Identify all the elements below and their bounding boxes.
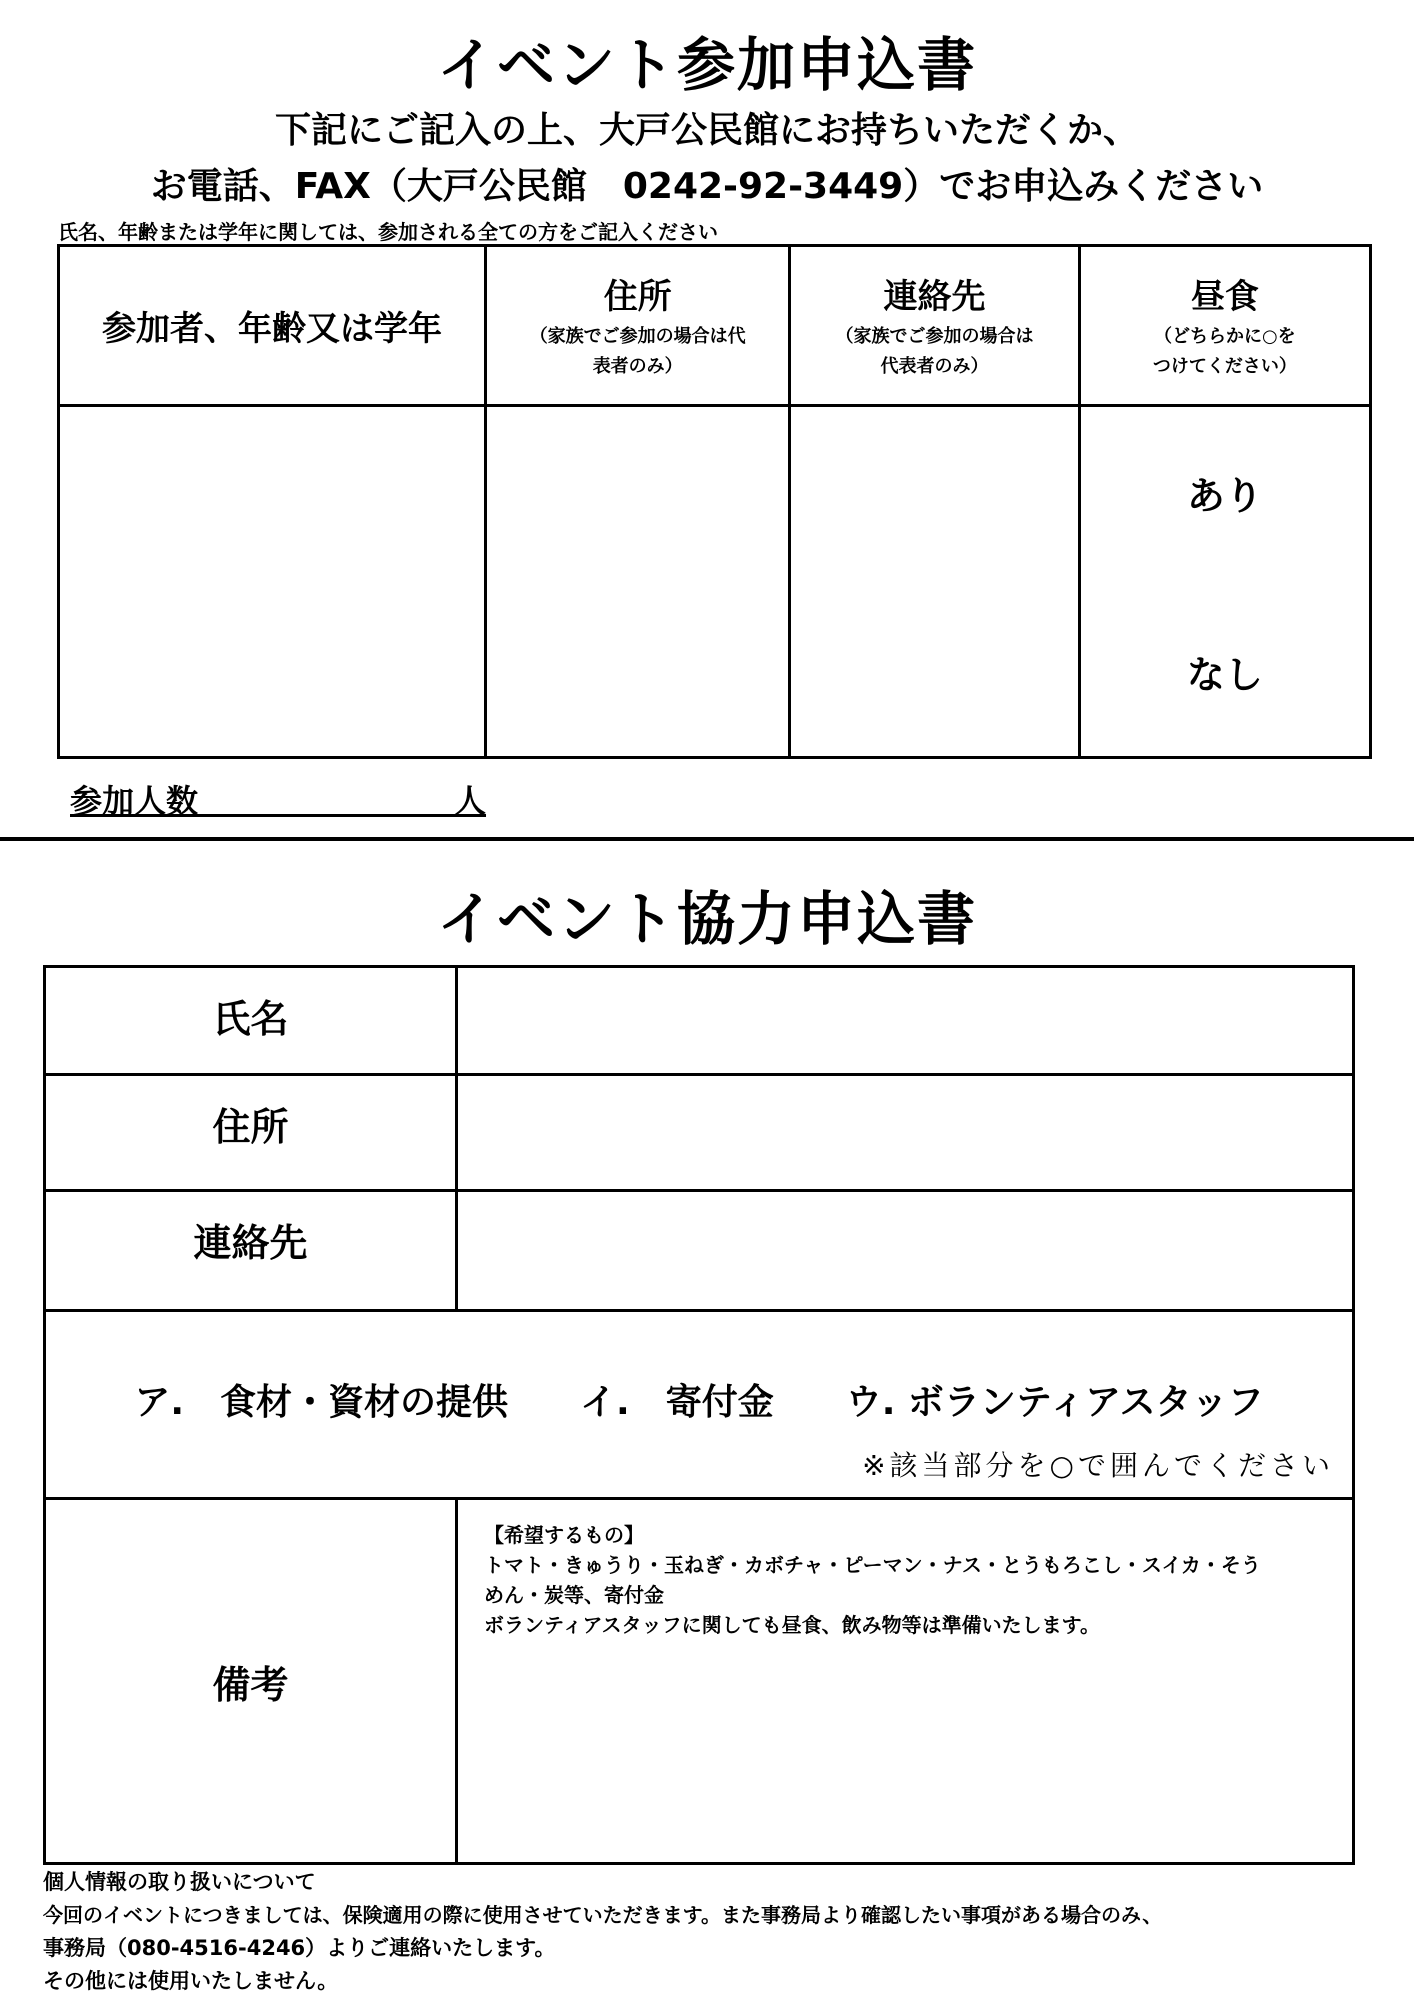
address-header bbox=[486, 246, 790, 406]
name-entry-cell[interactable] bbox=[457, 967, 1354, 1075]
contact-header bbox=[790, 246, 1079, 406]
privacy-line-1: 今回のイベントにつきましては、保険適用の際に使用させていただきます。また事務局より確認したい事項がある場合のみ、 bbox=[43, 1903, 1163, 1927]
participant-note: 氏名、年齢または学年に関しては、参加される全ての方をご記入ください bbox=[58, 220, 718, 244]
contact-header-sub-line-2: 代表者のみ） bbox=[880, 356, 989, 377]
section-divider bbox=[0, 837, 1414, 841]
address-header-label: 住所 bbox=[603, 277, 672, 317]
participation-header-row bbox=[59, 246, 1371, 406]
name-row bbox=[45, 967, 1354, 1075]
address-header-sub-line-1: （家族でご参加の場合は代 bbox=[529, 326, 746, 347]
cooperation-table bbox=[43, 965, 1355, 1865]
lunch-header-sub-line-1: （どちらかに○を bbox=[1153, 326, 1296, 347]
contact-header-sub-line-1: （家族でご参加の場合は bbox=[835, 326, 1034, 347]
instruction-line-2: お電話、FAX（大戸公民館 0242-92-3449）でお申込みください bbox=[150, 166, 1264, 207]
remarks-line-2: めん・炭等、寄付金 bbox=[484, 1583, 665, 1607]
circle-instruction: ※該当部分を○で囲んでください bbox=[862, 1449, 1334, 1482]
contact-row bbox=[45, 1191, 1354, 1311]
lunch-option-yes[interactable]: あり bbox=[1186, 473, 1263, 518]
name-label: 氏名 bbox=[45, 967, 457, 1075]
remarks-label: 備考 bbox=[45, 1499, 457, 1864]
remarks-line-1: トマト・きゅうり・玉ねぎ・カボチャ・ピーマン・ナス・とうもろこし・スイカ・そう bbox=[484, 1553, 1261, 1577]
participation-table bbox=[57, 244, 1372, 759]
participation-form-title: イベント参加申込書 bbox=[436, 31, 977, 99]
address-entry-cell[interactable] bbox=[486, 406, 790, 758]
address-label: 住所 bbox=[45, 1075, 457, 1191]
address-entry[interactable] bbox=[457, 1075, 1354, 1191]
contact-entry[interactable] bbox=[457, 1191, 1354, 1311]
cooperation-form-title: イベント協力申込書 bbox=[436, 885, 977, 953]
address-header-sub bbox=[487, 322, 788, 382]
contact-header-sub bbox=[791, 322, 1077, 382]
lunch-choice-cell bbox=[1079, 406, 1370, 758]
address-header-sub-line-2: 表者のみ） bbox=[592, 356, 683, 377]
address-row bbox=[45, 1075, 1354, 1191]
privacy-heading: 個人情報の取り扱いについて bbox=[43, 1870, 316, 1894]
contact-header-label: 連絡先 bbox=[883, 277, 986, 317]
lunch-header-label: 昼食 bbox=[1190, 277, 1259, 317]
privacy-notice bbox=[43, 1866, 1373, 1998]
remarks-line-3: ボランティアスタッフに関しても昼食、飲み物等は準備いたします。 bbox=[484, 1613, 1101, 1637]
remarks-heading: 【希望するもの】 bbox=[484, 1523, 645, 1547]
lunch-header bbox=[1079, 246, 1370, 406]
participant-header-label: 参加者、年齢又は学年 bbox=[102, 309, 443, 349]
lunch-option-no[interactable]: なし bbox=[1186, 652, 1263, 697]
lunch-header-sub bbox=[1081, 322, 1369, 382]
cooperation-options-cell bbox=[45, 1311, 1354, 1499]
participant-count-field[interactable]: 参加人数 人 bbox=[70, 782, 487, 820]
participant-entry-cell[interactable] bbox=[59, 406, 486, 758]
remarks-content[interactable] bbox=[457, 1499, 1354, 1864]
instruction-line-1: 下記にご記入の上、大戸公民館にお持ちいただくか、 bbox=[274, 110, 1139, 151]
participation-entry-row bbox=[59, 406, 1371, 758]
cooperation-options[interactable]: ア. 食材・資材の提供 イ. 寄付金 ウ. ボランティアスタッフ bbox=[134, 1382, 1264, 1423]
privacy-line-2: 事務局（080-4516-4246）よりご連絡いたします。 bbox=[43, 1936, 556, 1960]
contact-entry-cell[interactable] bbox=[790, 406, 1079, 758]
lunch-header-sub-line-2: つけてください） bbox=[1152, 356, 1297, 377]
participant-header bbox=[59, 246, 486, 406]
contact-label: 連絡先 bbox=[45, 1191, 457, 1311]
remarks-row bbox=[45, 1499, 1354, 1864]
options-row bbox=[45, 1311, 1354, 1499]
privacy-line-3: その他には使用いたしません。 bbox=[43, 1969, 339, 1993]
